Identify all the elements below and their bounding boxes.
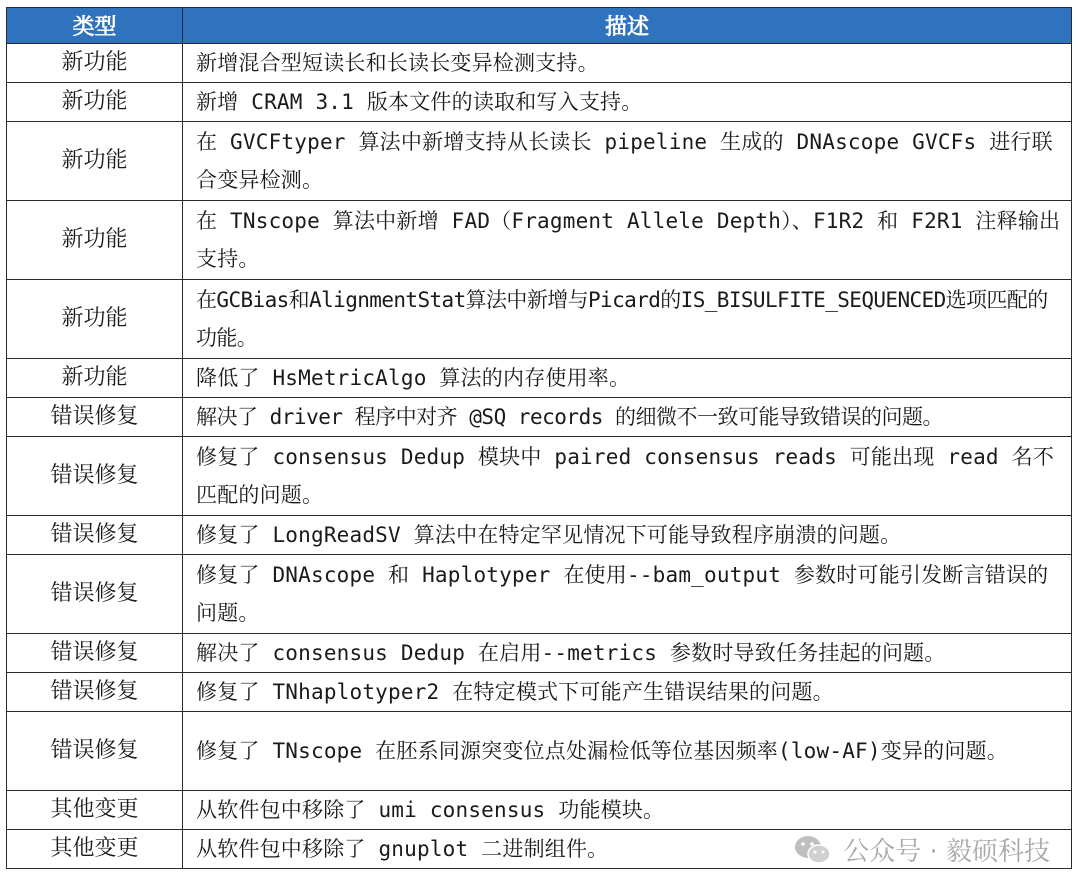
row-type: 新功能 [7,122,183,201]
row-type: 其他变更 [7,830,183,869]
table-row [7,122,1072,201]
row-description: 修复了 LongReadSV 算法中在特定罕见情况下可能导致程序崩溃的问题。 [183,516,1072,555]
row-type: 错误修复 [7,712,183,791]
row-type: 错误修复 [7,437,183,516]
table-row [7,398,1072,437]
table-row [7,712,1072,791]
row-type: 新功能 [7,83,183,122]
header-type: 类型 [7,8,183,44]
row-description: 在 GVCFtyper 算法中新增支持从长读长 pipeline 生成的 DNAscope GVCFs 进行联合变异检测。 [183,122,1072,201]
row-description: 新增混合型短读长和长读长变异检测支持。 [183,44,1072,83]
row-description: 修复了 TNhaplotyper2 在特定模式下可能产生错误结果的问题。 [183,673,1072,712]
row-description: 解决了 driver 程序中对齐 @SQ records 的细微不一致可能导致错误的问题。 [183,398,1072,437]
table-row [7,634,1072,673]
header-description: 描述 [183,8,1072,44]
watermark-text: 公众号 · 毅硕科技 [843,837,1050,867]
row-description: 降低了 HsMetricAlgo 算法的内存使用率。 [183,359,1072,398]
row-type: 错误修复 [7,516,183,555]
table-row [7,201,1072,280]
table-row [7,555,1072,634]
row-description: 修复了 TNscope 在胚系同源突变位点处漏检低等位基因频率(low-AF)变异的问题。 [183,712,1072,791]
release-notes-table [6,7,1072,869]
row-description: 新增 CRAM 3.1 版本文件的读取和写入支持。 [183,83,1072,122]
row-type: 错误修复 [7,398,183,437]
row-type: 新功能 [7,201,183,280]
row-type: 其他变更 [7,791,183,830]
row-type: 新功能 [7,44,183,83]
table-header-row [7,8,1072,44]
table-row [7,44,1072,83]
row-description: 在 TNscope 算法中新增 FAD（Fragment Allele Depth）、F1R2 和 F2R1 注释输出支持。 [183,201,1072,280]
table-row [7,280,1072,359]
table-row [7,673,1072,712]
table-row [7,516,1072,555]
table-row [7,359,1072,398]
row-type: 错误修复 [7,555,183,634]
row-description: 修复了 DNAscope 和 Haplotyper 在使用--bam_output 参数时可能引发断言错误的问题。 [183,555,1072,634]
row-description: 解决了 consensus Dedup 在启用--metrics 参数时导致任务挂起的问题。 [183,634,1072,673]
table-row [7,83,1072,122]
row-type: 错误修复 [7,673,183,712]
row-type: 新功能 [7,280,183,359]
release-notes-table-container [6,7,1071,869]
wechat-icon [793,833,833,867]
row-description: 修复了 consensus Dedup 模块中 paired consensus reads 可能出现 read 名不匹配的问题。 [183,437,1072,516]
row-description: 在GCBias和AlignmentStat算法中新增与Picard的IS_BISULFITE_SEQUENCED选项匹配的功能。 [183,280,1072,359]
row-type: 新功能 [7,359,183,398]
table-row [7,437,1072,516]
row-description: 从软件包中移除了 gnuplot 二进制组件。 [183,830,1072,869]
row-description: 从软件包中移除了 umi consensus 功能模块。 [183,791,1072,830]
table-row [7,791,1072,830]
watermark [793,831,1050,868]
row-type: 错误修复 [7,634,183,673]
